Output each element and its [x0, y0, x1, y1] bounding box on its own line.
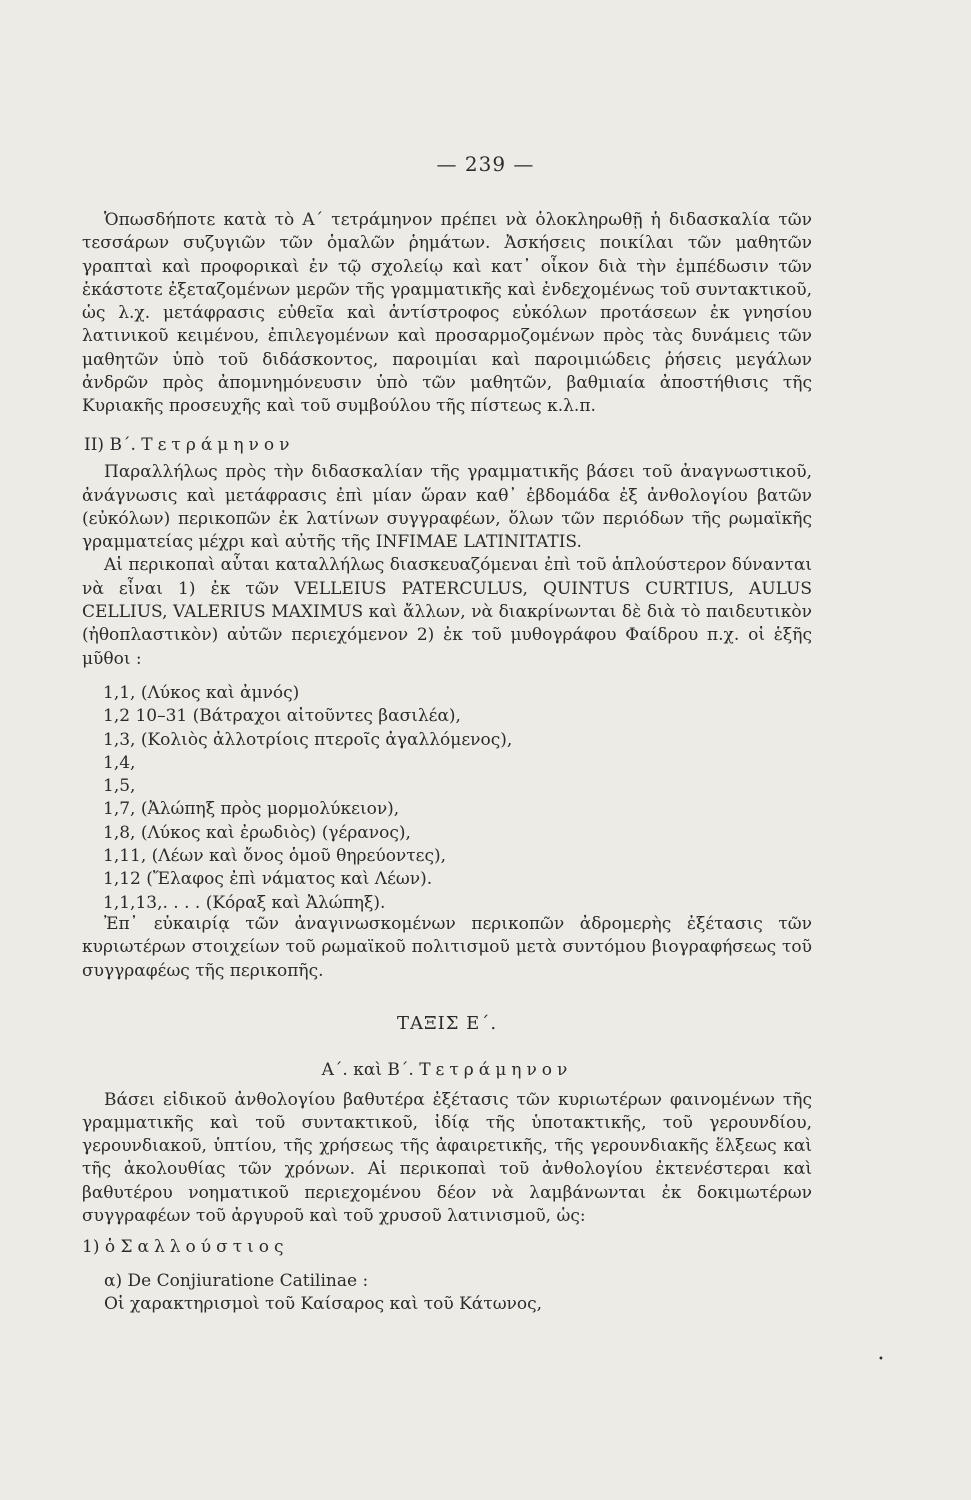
- class-e-subheading: [82, 1059, 812, 1082]
- section-ii-heading: [82, 434, 812, 457]
- class-e-subheading-term: Τετράμηνον: [419, 1060, 573, 1081]
- intro-paragraph: Ὁπωσδήποτε κατὰ τὸ Α΄ τετράμηνον πρέπει νὰ ὁλοκληρωθῇ ἡ διδασκαλία τῶν τεσσάρων συζυγιῶν τῶν ὁμαλῶν ῥημάτων. Ἀσκήσεις ποικίλαι τῶν μαθητῶν γραπταὶ καὶ προφορικαὶ ἐν τῷ σχολείῳ καὶ κατ᾿ οἶκον διὰ τὴν ἐμπέδωσιν τῶν ἑκάστοτε ἐξεταζομένων μερῶν τῆς γραμματικῆς καὶ ἐνδεχομένως τοῦ συντακτικοῦ, ὡς λ.χ. μετάφρασις εὐθεῖα καὶ ἀντίστροφος εὐκόλων προτάσεων ἐκ γνησίου λατινικοῦ κειμένου, ἐπιλεγομένων καὶ προσαρμοζομένων πρὸς τὰς δυνάμεις τῶν μαθητῶν ὑπὸ τοῦ διδάσκοντος, παροιμίαι καὶ παροιμιώδεις ῥήσεις μεγάλων ἀνδρῶν πρὸς ἀπομνημόνευσιν ὑπὸ τῶν μαθητῶν, βαθμιαία ἀποστήθισις τῆς Κυριακῆς προσευχῆς καὶ τοῦ συμβούλου τῆς πίστεως κ.λ.π.: [82, 210, 812, 417]
- class-e-item-1-author: Σαλλούστιος: [120, 1237, 289, 1258]
- fable-item: 1,4,: [103, 752, 136, 773]
- margin-mark: •: [878, 1354, 884, 1365]
- fable-item: 1,3, (Κολιὸς ἀλλοτρίοις πτεροῖς ἀγαλλόμενος),: [103, 729, 513, 750]
- class-e-item-1a: α) De Conjiuratione Catilinae :: [104, 1270, 369, 1291]
- class-e-paragraph: Βάσει εἰδικοῦ ἀνθολογίου βαθυτέρα ἐξέτασις τῶν κυριωτέρων φαινομένων τῆς γραμματικῆς καὶ τοῦ συντακτικοῦ, ἰδίᾳ τῆς ὑποτακτικῆς, τοῦ γερουνδίου, γερουνδιακοῦ, ὑπτίου, τῆς χρήσεως τῆς ἀφαιρετικῆς, τῆς γερουνδιακῆς ἕλξεως καὶ τῆς ἀκολουθίας τῶν χρόνων. Αἱ περικοπαὶ τοῦ ἀνθολογίου ἐκτενέστεραι καὶ βαθυτέρου νοηματικοῦ περιεχομένου δέον νὰ λαμβάνωνται ἐκ δοκιμωτέρων συγγραφέων τοῦ ἀργυροῦ καὶ τοῦ χρυσοῦ λατινισμοῦ, ὡς:: [82, 1089, 812, 1227]
- fable-item: 1,1,13,. . . . (Κόραξ καὶ Ἀλώπηξ).: [103, 892, 386, 913]
- section-ii-paragraph-3: Ἐπ᾿ εὐκαιρίᾳ τῶν ἀναγινωσκομένων περικοπῶν ἀδρομερὴς ἐξέτασις τῶν κυριωτέρων στοιχείων τοῦ ρωμαϊκοῦ πολιτισμοῦ μετὰ συντόμου βιογραφήσεως τοῦ συγγραφέως τῆς περικοπῆς.: [82, 914, 812, 981]
- fable-item: 1,12 (Ἔλαφος ἐπὶ νάματος καὶ Λέων).: [103, 869, 433, 890]
- class-e-subheading-prefix: Α΄. καὶ Β΄.: [321, 1060, 414, 1081]
- class-e-block: [82, 1012, 812, 1316]
- section-ii-paragraph-2: Αἱ περικοπαὶ αὗται καταλλήλως διασκευαζόμεναι ἐπὶ τοῦ ἁπλούστερον δύνανται νὰ εἶναι 1) ἐκ τῶν VELLEIUS PATERCULUS, QUINTUS CURTIUS, AULUS CELLIUS, VALERIUS MAXIMUS καὶ ἄλλων, νὰ διακρίνωνται δὲ διὰ τὸ παιδευτικὸν (ἠθοπλαστικὸν) αὐτῶν περιεχόμενον 2) ἐκ τοῦ μυθογράφου Φαίδρου π.χ. οἱ ἑξῆς μῦθοι :: [82, 555, 812, 669]
- section-ii-heading-prefix: ΙΙ) Β΄.: [84, 435, 136, 455]
- intro-block: [82, 209, 812, 419]
- class-e-item-1-prefix: 1) ὁ: [82, 1237, 116, 1258]
- section-ii-paragraph-1: Παραλλήλως πρὸς τὴν διδασκαλίαν τῆς γραμματικῆς βάσει τοῦ ἀναγνωστικοῦ, ἀνάγνωσις καὶ μετάφρασις ἐπὶ μίαν ὥραν καθ᾿ ἑβδομάδα ἐξ ἀνθολογίου βατῶν (εὐκόλων) περικοπῶν ἐκ λατίνων συγγραφέων, ὅλων τῶν περιόδων τῆς ρωμαϊκῆς γραμματείας μέχρι καὶ αὐτῆς τῆς INFIMAE LATINITATIS.: [82, 462, 812, 553]
- class-e-item-1a-text: Οἱ χαρακτηρισμοὶ τοῦ Καίσαρος καὶ τοῦ Κάτωνος,: [104, 1293, 543, 1314]
- page-number: — 239 —: [436, 152, 535, 176]
- class-e-item-1: [82, 1236, 812, 1259]
- fable-item: 1,5,: [103, 776, 136, 797]
- fables-list: [103, 682, 512, 915]
- section-ii-heading-term: Τετράμηνον: [141, 435, 295, 455]
- fable-item: 1,2 10–31 (Βάτραχοι αἰτοῦντες βασιλέα),: [103, 706, 461, 727]
- fable-item: 1,8, (Λύκος καὶ ἐρωδιὸς) (γέρανος),: [103, 822, 411, 843]
- fable-item: 1,11, (Λέων καὶ ὄνος ὁμοῦ θηρεύοντες),: [103, 846, 447, 867]
- fable-item: 1,1, (Λύκος καὶ ἀμνός): [103, 683, 300, 703]
- section-ii-block: [82, 434, 812, 671]
- section-ii-closing-block: [82, 913, 812, 983]
- class-e-title: ΤΑΞΙΣ Ε΄.: [396, 1013, 498, 1034]
- fable-item: 1,7, (Ἀλώπηξ πρὸς μορμολύκειον),: [103, 799, 400, 820]
